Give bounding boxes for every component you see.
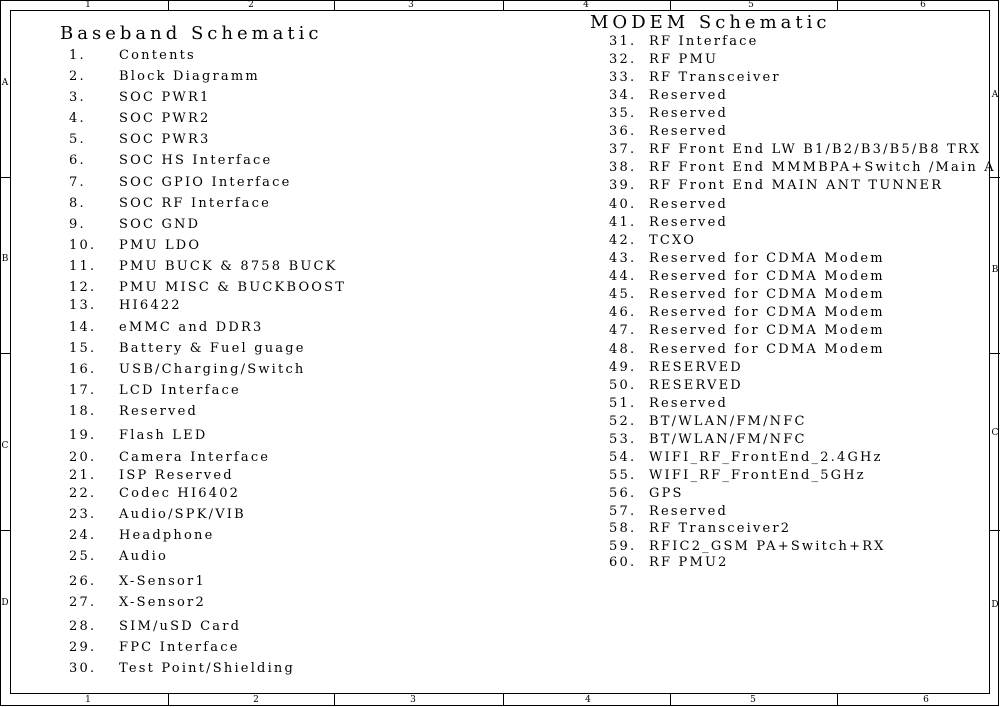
entry-label: RF Front End MAIN ANT TUNNER [649, 178, 944, 193]
entry-label: RF PMU [649, 52, 719, 67]
entry-number: 60. [609, 555, 637, 570]
entry-number: 40. [609, 197, 637, 212]
entry-number: 42. [609, 233, 637, 248]
entry-number: 36. [609, 124, 637, 139]
entry-label: SOC PWR2 [119, 111, 211, 126]
baseband-title: Baseband Schematic [60, 23, 323, 44]
column-divider [334, 0, 335, 10]
toc-entry [69, 450, 271, 465]
row-label: B [1, 254, 9, 264]
entry-number: 19. [69, 428, 97, 443]
toc-entry [609, 305, 885, 320]
entry-number: 8. [69, 196, 86, 211]
column-divider [334, 694, 335, 706]
entry-label: RF Interface [649, 34, 759, 49]
toc-entry [609, 432, 807, 447]
entry-number: 39. [609, 178, 637, 193]
entry-number: 28. [69, 619, 97, 634]
entry-number: 22. [69, 486, 97, 501]
entry-number: 54. [609, 450, 637, 465]
row-label: A [1, 78, 9, 88]
toc-entry [609, 160, 996, 175]
toc-entry [69, 549, 169, 564]
toc-entry [609, 124, 729, 139]
entry-number: 55. [609, 468, 637, 483]
toc-entry [69, 507, 246, 522]
entry-label: Reserved [649, 124, 729, 139]
row-divider [0, 353, 10, 354]
toc-entry [609, 178, 944, 193]
entry-label: Reserved [649, 197, 729, 212]
toc-entry [609, 521, 792, 536]
toc-entry [69, 468, 234, 483]
row-label: D [1, 598, 9, 608]
toc-entry [69, 486, 241, 501]
row-label: A [991, 90, 999, 100]
toc-entry [609, 323, 885, 338]
row-label: C [991, 428, 999, 438]
toc-entry [69, 574, 206, 589]
toc-entry [609, 106, 729, 121]
entry-label: SIM/uSD Card [119, 619, 242, 634]
column-label: 2 [248, 0, 254, 10]
entry-number: 18. [69, 404, 97, 419]
toc-entry [69, 298, 182, 313]
entry-number: 38. [609, 160, 637, 175]
entry-number: 57. [609, 504, 637, 519]
entry-number: 59. [609, 539, 637, 554]
column-divider [837, 0, 838, 10]
toc-entry [609, 468, 866, 483]
toc-entry [609, 486, 684, 501]
entry-number: 3. [69, 90, 86, 105]
entry-number: 41. [609, 215, 637, 230]
entry-number: 34. [609, 88, 637, 103]
column-label: 5 [748, 0, 754, 10]
entry-number: 24. [69, 528, 97, 543]
toc-entry [69, 595, 206, 610]
toc-entry [609, 342, 885, 357]
entry-label: X-Sensor1 [119, 574, 206, 589]
entry-number: 10. [69, 238, 97, 253]
entry-label: Reserved for CDMA Modem [649, 287, 885, 302]
entry-label: Battery & Fuel guage [119, 341, 306, 356]
toc-entry [69, 404, 199, 419]
toc-entry [69, 111, 211, 126]
entry-label: BT/WLAN/FM/NFC [649, 414, 807, 429]
row-divider [990, 530, 1000, 531]
entry-label: BT/WLAN/FM/NFC [649, 432, 807, 447]
entry-label: RESERVED [649, 378, 743, 393]
entry-label: RF Front End LW B1/B2/B3/B5/B8 TRX [649, 142, 982, 157]
entry-label: HI6422 [119, 298, 182, 313]
entry-number: 52. [609, 414, 637, 429]
entry-label: RF Transceiver [649, 70, 781, 85]
toc-entry [609, 88, 729, 103]
entry-number: 23. [69, 507, 97, 522]
toc-entry [69, 90, 211, 105]
column-divider [168, 0, 169, 10]
row-divider [0, 177, 10, 178]
toc-entry [69, 528, 215, 543]
entry-label: PMU BUCK & 8758 BUCK [119, 259, 338, 274]
entry-number: 35. [609, 106, 637, 121]
entry-label: Reserved for CDMA Modem [649, 342, 885, 357]
column-label: 5 [750, 695, 756, 705]
entry-number: 9. [69, 217, 86, 232]
entry-label: RF PMU2 [649, 555, 729, 570]
toc-entry [609, 52, 719, 67]
entry-label: Reserved for CDMA Modem [649, 269, 885, 284]
toc-entry [609, 215, 729, 230]
toc-entry [69, 259, 338, 274]
toc-entry [609, 269, 885, 284]
entry-number: 11. [69, 259, 97, 274]
entry-label: USB/Charging/Switch [119, 362, 306, 377]
column-label: 1 [85, 0, 91, 10]
entry-label: Reserved for CDMA Modem [649, 305, 885, 320]
row-label: D [991, 600, 999, 610]
toc-entry [609, 414, 807, 429]
entry-label: RF Transceiver2 [649, 521, 792, 536]
entry-label: WIFI_RF_FrontEnd_2.4GHz [649, 450, 883, 465]
toc-entry [69, 175, 292, 190]
entry-label: Audio [119, 549, 169, 564]
entry-number: 21. [69, 468, 97, 483]
entry-number: 47. [609, 323, 637, 338]
entry-label: Contents [119, 48, 196, 63]
toc-entry [69, 238, 202, 253]
entry-label: RF Front End MMMBPA+Switch /Main A [649, 160, 996, 175]
entry-number: 12. [69, 280, 97, 295]
row-label: B [991, 265, 999, 275]
toc-entry [609, 450, 883, 465]
column-label: 3 [408, 0, 414, 10]
toc-entry [69, 341, 306, 356]
modem-title: MODEM Schematic [590, 12, 831, 33]
entry-number: 53. [609, 432, 637, 447]
entry-number: 32. [609, 52, 637, 67]
entry-number: 31. [609, 34, 637, 49]
column-label: 6 [923, 695, 929, 705]
column-label: 1 [85, 695, 91, 705]
entry-label: SOC GPIO Interface [119, 175, 292, 190]
entry-label: Reserved for CDMA Modem [649, 323, 885, 338]
entry-number: 25. [69, 549, 97, 564]
toc-entry [69, 280, 347, 295]
column-divider [670, 694, 671, 706]
entry-number: 13. [69, 298, 97, 313]
toc-entry [69, 428, 208, 443]
entry-number: 15. [69, 341, 97, 356]
entry-label: LCD Interface [119, 383, 241, 398]
toc-entry [609, 396, 729, 411]
toc-entry [69, 48, 196, 63]
toc-entry [609, 360, 743, 375]
entry-label: Reserved [649, 88, 729, 103]
entry-number: 6. [69, 153, 86, 168]
entry-label: Reserved [119, 404, 199, 419]
entry-label: SOC PWR1 [119, 90, 211, 105]
entry-label: SOC GND [119, 217, 201, 232]
column-label: 4 [585, 695, 591, 705]
column-divider [503, 694, 504, 706]
entry-number: 14. [69, 320, 97, 335]
column-divider [168, 694, 169, 706]
toc-entry [609, 142, 982, 157]
entry-number: 16. [69, 362, 97, 377]
toc-entry [609, 504, 729, 519]
toc-entry [609, 539, 886, 554]
column-divider [837, 694, 838, 706]
entry-label: Reserved [649, 504, 729, 519]
entry-label: ISP Reserved [119, 468, 234, 483]
entry-label: PMU LDO [119, 238, 202, 253]
entry-label: Reserved for CDMA Modem [649, 251, 885, 266]
entry-label: Audio/SPK/VIB [119, 507, 246, 522]
entry-label: Camera Interface [119, 450, 271, 465]
toc-entry [609, 287, 885, 302]
toc-entry [609, 251, 885, 266]
entry-label: eMMC and DDR3 [119, 320, 264, 335]
row-divider [990, 353, 1000, 354]
entry-number: 1. [69, 48, 86, 63]
toc-entry [609, 197, 729, 212]
row-label: C [1, 441, 9, 451]
toc-entry [69, 640, 240, 655]
entry-label: TCXO [649, 233, 697, 248]
toc-entry [69, 153, 273, 168]
entry-label: Block Diagramm [119, 69, 260, 84]
entry-label: RESERVED [649, 360, 743, 375]
toc-entry [69, 69, 260, 84]
toc-entry [609, 34, 759, 49]
toc-entry [609, 555, 729, 570]
toc-entry [609, 70, 781, 85]
entry-number: 17. [69, 383, 97, 398]
entry-number: 37. [609, 142, 637, 157]
entry-number: 43. [609, 251, 637, 266]
entry-number: 26. [69, 574, 97, 589]
entry-number: 2. [69, 69, 86, 84]
entry-number: 44. [609, 269, 637, 284]
toc-entry [69, 383, 241, 398]
entry-number: 27. [69, 595, 97, 610]
entry-number: 5. [69, 132, 86, 147]
entry-number: 46. [609, 305, 637, 320]
entry-label: SOC HS Interface [119, 153, 273, 168]
column-divider [503, 0, 504, 10]
toc-entry [69, 619, 242, 634]
column-label: 4 [583, 0, 589, 10]
entry-number: 45. [609, 287, 637, 302]
toc-entry [69, 196, 271, 211]
entry-label: X-Sensor2 [119, 595, 206, 610]
entry-label: SOC PWR3 [119, 132, 211, 147]
entry-label: Reserved [649, 396, 729, 411]
entry-label: RFIC2_GSM PA+Switch+RX [649, 539, 886, 554]
entry-number: 56. [609, 486, 637, 501]
entry-label: Headphone [119, 528, 215, 543]
entry-label: Test Point/Shielding [119, 661, 296, 676]
entry-label: SOC RF Interface [119, 196, 271, 211]
entry-number: 7. [69, 175, 86, 190]
entry-number: 48. [609, 342, 637, 357]
entry-label: Reserved [649, 106, 729, 121]
entry-number: 49. [609, 360, 637, 375]
entry-number: 33. [609, 70, 637, 85]
column-label: 6 [920, 0, 926, 10]
entry-number: 51. [609, 396, 637, 411]
entry-number: 50. [609, 378, 637, 393]
toc-entry [69, 362, 306, 377]
column-divider [670, 0, 671, 10]
column-label: 3 [410, 695, 416, 705]
toc-entry [609, 378, 743, 393]
entry-label: GPS [649, 486, 684, 501]
column-label: 2 [253, 695, 259, 705]
entry-number: 29. [69, 640, 97, 655]
toc-entry [69, 320, 264, 335]
row-divider [0, 530, 10, 531]
entry-label: PMU MISC & BUCKBOOST [119, 280, 347, 295]
toc-entry [69, 132, 211, 147]
entry-label: Flash LED [119, 428, 208, 443]
toc-entry [69, 661, 296, 676]
entry-number: 58. [609, 521, 637, 536]
entry-number: 20. [69, 450, 97, 465]
entry-label: FPC Interface [119, 640, 240, 655]
entry-label: WIFI_RF_FrontEnd_5GHz [649, 468, 866, 483]
toc-entry [69, 217, 201, 232]
entry-label: Reserved [649, 215, 729, 230]
row-divider [990, 177, 1000, 178]
entry-number: 30. [69, 661, 97, 676]
entry-number: 4. [69, 111, 86, 126]
entry-label: Codec HI6402 [119, 486, 241, 501]
toc-entry [609, 233, 697, 248]
